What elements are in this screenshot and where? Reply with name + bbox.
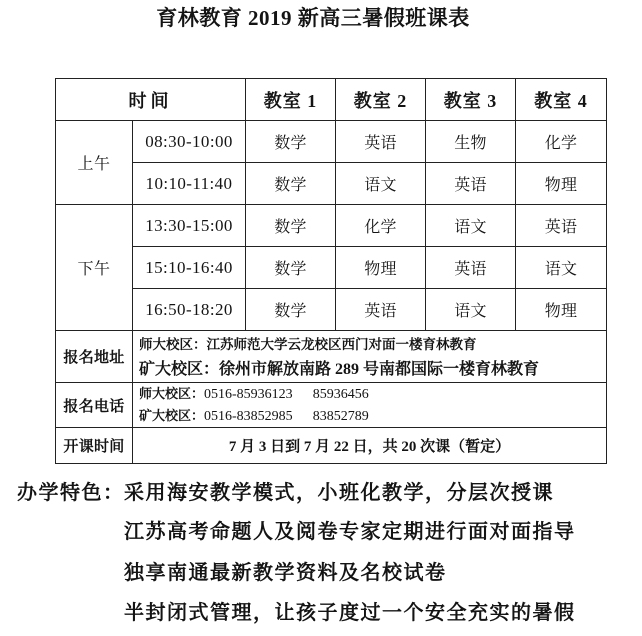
subject-cell: 语文	[426, 289, 516, 331]
subject-cell: 英语	[336, 121, 426, 163]
time-slot: 15:10-16:40	[133, 247, 246, 289]
table-row	[56, 205, 607, 247]
subject-cell: 英语	[516, 205, 607, 247]
subject-cell: 英语	[336, 289, 426, 331]
time-slot: 10:10-11:40	[133, 163, 246, 205]
schedule-table	[55, 78, 607, 464]
phone-line-kuangda	[139, 405, 606, 427]
header-time: 时间	[56, 79, 246, 121]
phone-number: 0516-83852985	[204, 409, 293, 424]
subject-cell: 语文	[516, 247, 607, 289]
subject-cell: 化学	[516, 121, 607, 163]
subject-cell: 数学	[246, 289, 336, 331]
subject-cell: 物理	[516, 289, 607, 331]
subject-cell: 语文	[336, 163, 426, 205]
feature-item: 半封闭式管理，让孩子度过一个安全充实的暑假	[124, 600, 576, 624]
registration-address-label: 报名地址	[56, 331, 133, 383]
registration-phone-value	[133, 383, 607, 428]
subject-cell: 数学	[246, 163, 336, 205]
feature-item: 江苏高考命题人及阅卷专家定期进行面对面指导	[124, 519, 576, 543]
subject-cell: 英语	[426, 163, 516, 205]
page-title: 育林教育 2019 新高三暑假班课表	[156, 6, 470, 30]
subject-cell: 数学	[246, 247, 336, 289]
time-slot: 08:30-10:00	[133, 121, 246, 163]
address-line-kuangda: 矿大校区：徐州市解放南路 289 号南都国际一楼育林教育	[139, 360, 540, 378]
subject-cell: 化学	[336, 205, 426, 247]
feature-item: 采用海安教学模式，小班化教学，分层次授课	[124, 480, 554, 504]
subject-cell: 物理	[516, 163, 607, 205]
subject-cell: 语文	[426, 205, 516, 247]
header-room-3: 教室 3	[426, 79, 516, 121]
table-row	[56, 247, 607, 289]
time-slot: 16:50-18:20	[133, 289, 246, 331]
registration-phone-row	[56, 383, 607, 428]
registration-address-row	[56, 331, 607, 383]
header-room-4: 教室 4	[516, 79, 607, 121]
phone-campus-label: 师大校区：	[139, 386, 205, 401]
subject-cell: 数学	[246, 121, 336, 163]
feature-item: 独享南通最新教学资料及名校试卷	[124, 560, 447, 584]
period-label-afternoon: 下午	[56, 205, 133, 331]
registration-phone-label: 报名电话	[56, 383, 133, 428]
header-room-1: 教室 1	[246, 79, 336, 121]
subject-cell: 数学	[246, 205, 336, 247]
phone-number: 0516-85936123	[204, 387, 293, 402]
time-slot: 13:30-15:00	[133, 205, 246, 247]
phone-line-shida	[139, 383, 606, 405]
phone-number: 83852789	[312, 409, 369, 424]
table-row	[56, 289, 607, 331]
registration-address-value	[133, 331, 607, 383]
start-date-row	[56, 428, 607, 464]
phone-campus-label: 矿大校区：	[139, 408, 205, 423]
subject-cell: 生物	[426, 121, 516, 163]
phone-number: 85936456	[312, 387, 369, 402]
address-line-shida: 师大校区：江苏师范大学云龙校区西门对面一楼育林教育	[139, 336, 477, 352]
subject-cell: 物理	[336, 247, 426, 289]
subject-cell: 英语	[426, 247, 516, 289]
header-row	[56, 79, 607, 121]
features-label: 办学特色：	[17, 480, 125, 504]
header-room-2: 教室 2	[336, 79, 426, 121]
start-date-label: 开课时间	[56, 428, 133, 464]
period-label-morning: 上午	[56, 121, 133, 205]
start-date-value: 7 月 3 日到 7 月 22 日，共 20 次课（暂定）	[133, 428, 607, 464]
table-row	[56, 121, 607, 163]
table-row	[56, 163, 607, 205]
